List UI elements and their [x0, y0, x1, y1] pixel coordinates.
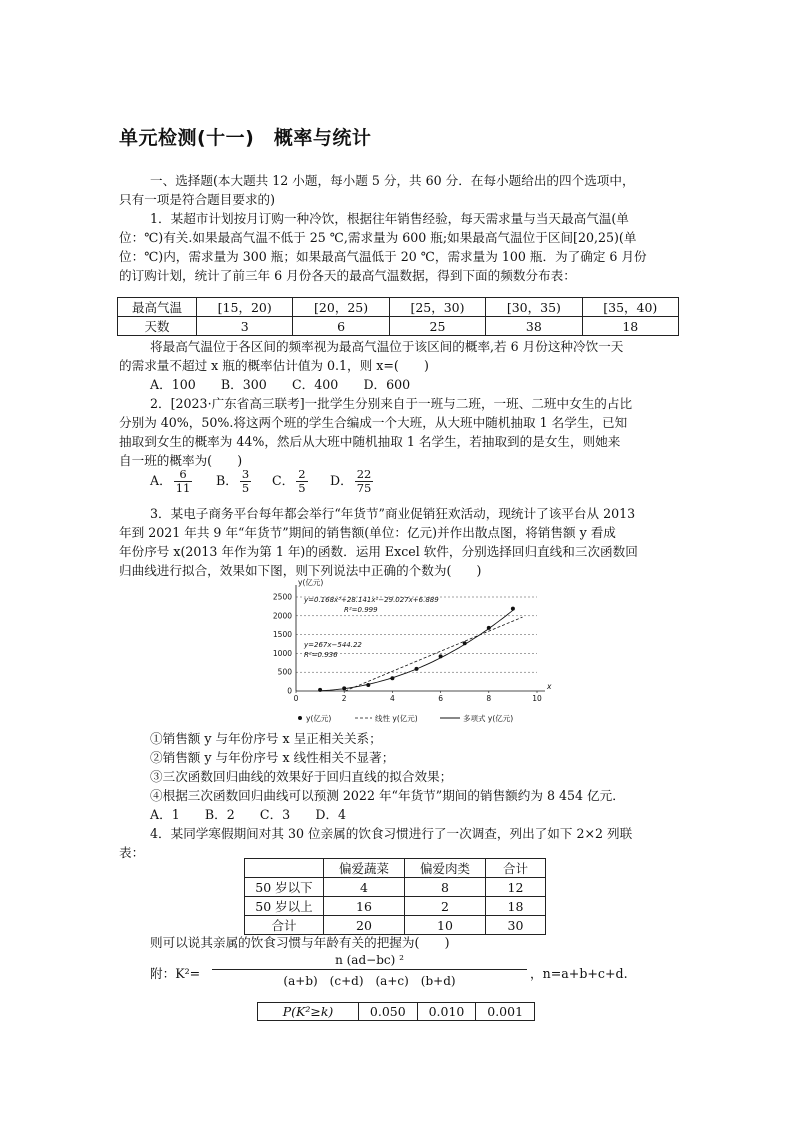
table-cell: [35，40) — [582, 298, 678, 317]
numerator: 2 — [298, 467, 306, 481]
q2-option-a — [150, 468, 194, 495]
q4-after: 则可以说其亲属的饮食习惯与年龄有关的把握为( ) — [150, 935, 450, 950]
table-cell: 18 — [582, 317, 678, 336]
numerator: 22 — [356, 467, 372, 481]
table-cell: 2 — [405, 897, 486, 916]
q2-line: 2．[2023·广东省高三联考]一批学生分别来自于一班与二班，一班、二班中女生的占比 — [150, 396, 633, 411]
table-cell: P(K²≥k) — [258, 1003, 359, 1021]
table-row — [258, 1003, 535, 1021]
table-row — [245, 897, 546, 916]
page-title: 单元检测(十一) 概率与统计 — [119, 127, 372, 149]
table-cell: 50 岁以下 — [245, 878, 324, 897]
q1-line: 位：℃)内，需求量为 300 瓶；如果最高气温低于 20 ℃，需求量为 100 瓶．为了确定 6 月份 — [119, 249, 647, 264]
legend-label-cubic: 多项式 y(亿元) — [463, 714, 514, 723]
table-cell: 30 — [486, 916, 546, 935]
denominator: 5 — [298, 481, 306, 495]
q3-statement: ①销售额 y 与年份序号 x 呈正相关关系； — [150, 731, 382, 746]
formula-numerator: n (ad−bc) ² — [335, 953, 404, 967]
contingency-table — [244, 858, 546, 935]
legend-label-linear: 线性 y(亿元) — [375, 714, 418, 723]
q2-line: 自一班的概率为( ) — [119, 453, 243, 468]
linear-r2: R²=0.936 — [304, 651, 338, 659]
data-point — [511, 607, 515, 611]
x-tick-label: 8 — [486, 694, 492, 703]
q1-line: 的订购计划，统计了前三年 6 月份各天的最高气温数据，得到下面的频数分布表： — [119, 268, 576, 283]
data-point — [390, 676, 394, 680]
formula-denominator: (a+b) (c+d) (a+c) (b+d) — [283, 974, 456, 988]
section-heading-line2: 只有一项是符合题目要求的) — [119, 192, 276, 207]
q1-after-line: 将最高气温位于各区间的频率视为最高气温位于该区间的概率,若 6 月份这种冷饮一天 — [150, 339, 624, 354]
linear-fit-line — [345, 617, 522, 691]
data-point — [487, 626, 491, 630]
data-point — [342, 686, 346, 690]
q1-after-line: 的需求量不超过 x 瓶的概率估计值为 0.1，则 x=( ) — [119, 358, 429, 373]
table-cell: 8 — [405, 878, 486, 897]
q3-statement: ②销售额 y 与年份序号 x 线性相关不显著； — [150, 750, 395, 765]
table-cell: 偏爱蔬菜 — [324, 859, 405, 878]
q3-line: 3．某电子商务平台每年都会举行“年货节”商业促销狂欢活动，现统计了该平台从 2013 — [150, 506, 636, 521]
q4-line: 表： — [119, 845, 145, 860]
data-point — [439, 654, 443, 658]
table-cell: [25，30) — [389, 298, 485, 317]
numerator: 6 — [174, 468, 193, 482]
q3-line: 年到 2021 年共 9 年“年货节”期间的销售额(单位：亿元)并作出散点图，将销售额 y 看成 — [119, 525, 616, 540]
temperature-table — [117, 297, 679, 336]
q3-statement: ④根据三次函数回归曲线可以预测 2022 年“年货节”期间的销售额约为 8 454 亿元． — [150, 788, 625, 803]
table-cell: 最高气温 — [118, 298, 197, 317]
option-label: B． — [216, 473, 238, 488]
q4-line: 4．某同学寒假期间对其 30 位亲属的饮食习惯进行了一次调查，列出了如下 2×2 列联 — [150, 826, 633, 841]
q2-option-d — [330, 468, 375, 495]
table-cell: 20 — [324, 916, 405, 935]
table-row — [245, 859, 546, 878]
fraction — [174, 468, 193, 495]
q1-line: 1．某超市计划按月订购一种冷饮，根据往年销售经验，每天需求量与当天最高气温(单 — [150, 211, 629, 226]
table-row — [245, 878, 546, 897]
table-cell: 0.010 — [417, 1003, 476, 1021]
table-row — [118, 298, 679, 317]
y-axis-label: y(亿元) — [298, 578, 324, 587]
cubic-equation: y=0.168x³+28.141x²−29.027x+6.889 — [304, 596, 439, 604]
formula-suffix: ，n=a+b+c+d. — [530, 966, 628, 981]
q2-line: 抽取到女生的概率为 44%，然后从大班中随机抽取 1 名学生，若抽取到的是女生，则她来 — [119, 434, 621, 449]
x-tick-label: 6 — [438, 694, 443, 703]
table-cell: 6 — [293, 317, 389, 336]
q3-statement: ③三次函数回归曲线的效果好于回归直线的拟合效果； — [150, 769, 453, 784]
sales-chart — [262, 575, 562, 727]
data-point — [415, 667, 419, 671]
option-label: A． — [150, 473, 172, 488]
x-axis-label: x — [547, 682, 552, 691]
table-cell — [245, 859, 324, 878]
q1-options: A．100 B．300 C．400 D．600 — [150, 377, 411, 392]
table-cell: 0.001 — [476, 1003, 535, 1021]
q3-line: 年份序号 x(2013 年作为第 1 年)的函数．运用 Excel 软件，分别选择回归直线和三次函数回 — [119, 544, 638, 559]
table-row — [118, 317, 679, 336]
y-tick-label: 0 — [287, 686, 292, 696]
fraction — [355, 468, 374, 495]
cubic-r2: R²=0.999 — [344, 606, 378, 614]
option-label: D． — [330, 473, 353, 488]
table-cell: [20，25) — [293, 298, 389, 317]
legend-label-points: y(亿元) — [306, 714, 332, 723]
y-tick-label: 2000 — [272, 611, 292, 621]
y-tick-label: 1000 — [272, 648, 292, 658]
denominator: 11 — [175, 481, 191, 495]
probability-table — [257, 1002, 535, 1021]
table-cell: 3 — [197, 317, 293, 336]
y-tick-label: 2500 — [272, 592, 292, 602]
cubic-fit-curve — [320, 610, 513, 691]
table-cell: 合计 — [245, 916, 324, 935]
table-row — [245, 916, 546, 935]
table-cell: 偏爱肉类 — [405, 859, 486, 878]
q3-options: A．1 B．2 C．3 D．4 — [150, 807, 347, 822]
numerator: 3 — [241, 467, 250, 481]
q2-option-c — [272, 468, 310, 495]
data-point — [366, 683, 370, 687]
table-cell: 合计 — [486, 859, 546, 878]
table-cell: 25 — [389, 317, 485, 336]
table-cell: 10 — [405, 916, 486, 935]
data-point — [463, 641, 467, 645]
x-tick-label: 4 — [390, 694, 395, 703]
data-point — [318, 688, 322, 692]
table-cell: 12 — [486, 878, 546, 897]
table-cell: [15，20) — [197, 298, 293, 317]
table-cell: 18 — [486, 897, 546, 916]
table-cell: 50 岁以上 — [245, 897, 324, 916]
table-cell: 16 — [324, 897, 405, 916]
denominator: 75 — [356, 481, 372, 495]
y-tick-label: 500 — [277, 667, 292, 677]
fraction — [240, 468, 251, 495]
option-label: C． — [272, 473, 295, 488]
fraction-bar — [212, 969, 527, 970]
table-cell: 天数 — [118, 317, 197, 336]
x-tick-label: 2 — [341, 694, 347, 703]
denominator: 5 — [241, 481, 250, 495]
table-cell: 38 — [486, 317, 582, 336]
y-tick-label: 1500 — [272, 630, 292, 640]
legend-point-marker — [298, 716, 302, 720]
x-tick-label: 0 — [293, 694, 299, 703]
formula-prefix: 附：K²= — [150, 966, 201, 981]
fraction — [296, 468, 307, 495]
section-heading-line1: 一、选择题(本大题共 12 小题，每小题 5 分，共 60 分．在每小题给出的四个选项中， — [150, 173, 635, 188]
table-cell: 4 — [324, 878, 405, 897]
linear-equation: y=267x−544.22 — [304, 641, 362, 649]
q2-line: 分别为 40%，50%.将这两个班的学生合编成一个大班，从大班中随机抽取 1 名学生，已知 — [119, 415, 628, 430]
q1-line: 位：℃)有关.如果最高气温不低于 25 ℃,需求量为 600 瓶;如果最高气温位于区间[20,25)(单 — [119, 230, 637, 245]
table-cell: [30，35) — [486, 298, 582, 317]
x-tick-label: 10 — [532, 694, 542, 703]
q2-option-b — [216, 468, 253, 495]
table-cell: 0.050 — [359, 1003, 418, 1021]
q3-line: 归曲线进行拟合，效果如下图，则下列说法中正确的个数为( ) — [119, 563, 482, 578]
